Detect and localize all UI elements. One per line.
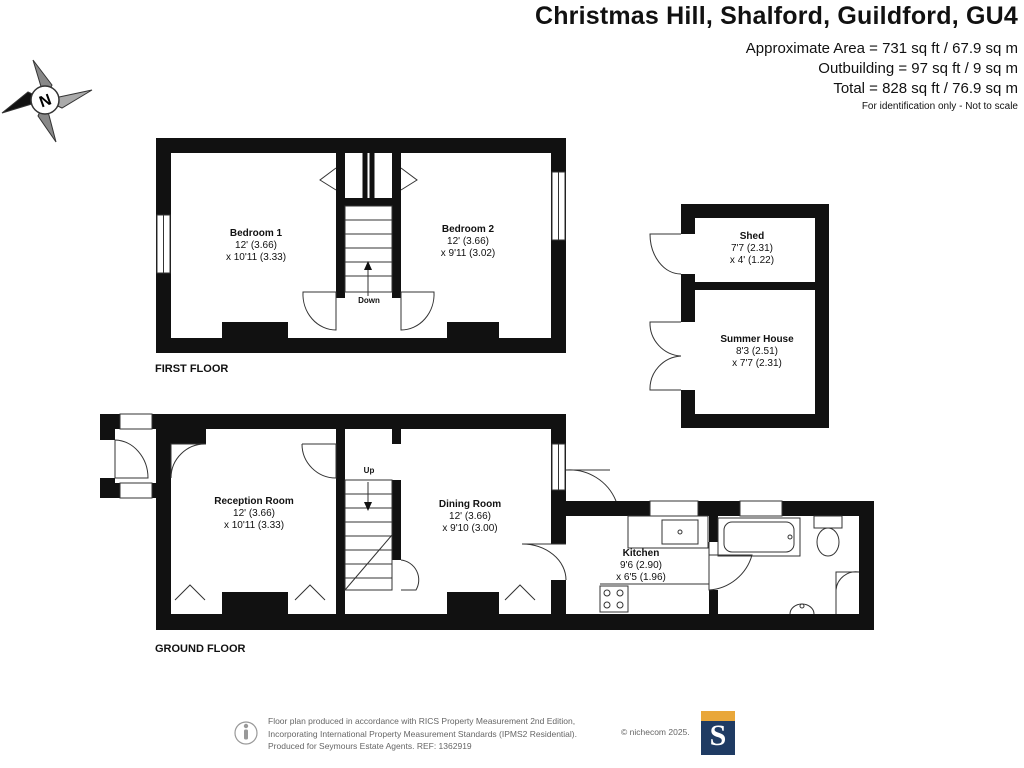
- scale-note: For identification only - Not to scale: [861, 101, 1018, 112]
- ground-floor-label: GROUND FLOOR: [155, 643, 246, 655]
- stairs-down-label: Down: [358, 296, 380, 305]
- room-name: Bedroom 2: [441, 224, 495, 235]
- room-dim: 7'7 (2.31): [731, 243, 773, 254]
- agent-logo: [701, 711, 735, 755]
- stairs-up-label: Up: [363, 466, 375, 475]
- room-dim: 12' (3.66): [233, 508, 275, 519]
- area-total: Total = 828 sq ft / 76.9 sq m: [833, 80, 1018, 97]
- room-bedroom-1: [226, 228, 286, 264]
- outbuilding-doors: [650, 234, 681, 390]
- footer-line: Produced for Seymours Estate Agents. REF: 1362919: [268, 741, 472, 751]
- room-dim: x 7'7 (2.31): [732, 358, 782, 369]
- area-approximate: Approximate Area = 731 sq ft / 67.9 sq m: [745, 40, 1018, 57]
- room-name: Bedroom 1: [229, 228, 283, 239]
- room-dim: 12' (3.66): [447, 236, 489, 247]
- room-name: Kitchen: [622, 548, 660, 559]
- room-dim: x 10'11 (3.33): [223, 520, 285, 531]
- room-dim: 9'6 (2.90): [620, 560, 662, 571]
- room-dim: x 4' (1.22): [729, 255, 775, 266]
- room-kitchen: [616, 548, 666, 584]
- room-summer-house: [720, 334, 793, 370]
- room-dim: x 10'11 (3.33): [225, 252, 287, 263]
- room-dim: 12' (3.66): [235, 240, 277, 251]
- first-floor-label: FIRST FLOOR: [155, 363, 229, 375]
- room-dining: [439, 499, 501, 535]
- room-dim: x 9'10 (3.00): [442, 523, 498, 534]
- logo-letter: S: [709, 719, 727, 752]
- room-name: Summer House: [720, 334, 794, 345]
- room-name: Dining Room: [438, 499, 502, 510]
- footer-text: [268, 715, 577, 753]
- area-outbuilding: Outbuilding = 97 sq ft / 9 sq m: [818, 60, 1018, 77]
- page-title: Christmas Hill, Shalford, Guildford, GU4: [534, 2, 1018, 30]
- footer-line: Incorporating International Property Measurement Standards (IPMS2 Residential).: [268, 728, 577, 739]
- room-dim: x 6'5 (1.96): [616, 572, 666, 583]
- room-bedroom-2: [441, 224, 496, 260]
- room-dim: 8'3 (2.51): [736, 346, 778, 357]
- room-dim: 12' (3.66): [449, 511, 491, 522]
- person-icon: [234, 716, 258, 750]
- footer-line: Floor plan produced in accordance with RICS Property Measurement 2nd Edition,: [268, 716, 576, 726]
- compass-icon: [2, 60, 92, 142]
- room-reception: [214, 496, 293, 532]
- room-name: Reception Room: [214, 496, 294, 507]
- room-name: Shed: [739, 231, 765, 242]
- room-dim: x 9'11 (3.02): [440, 248, 496, 259]
- compass-letter: N: [37, 91, 54, 112]
- room-shed: [730, 231, 774, 267]
- copyright: © nichecom 2025.: [621, 727, 690, 737]
